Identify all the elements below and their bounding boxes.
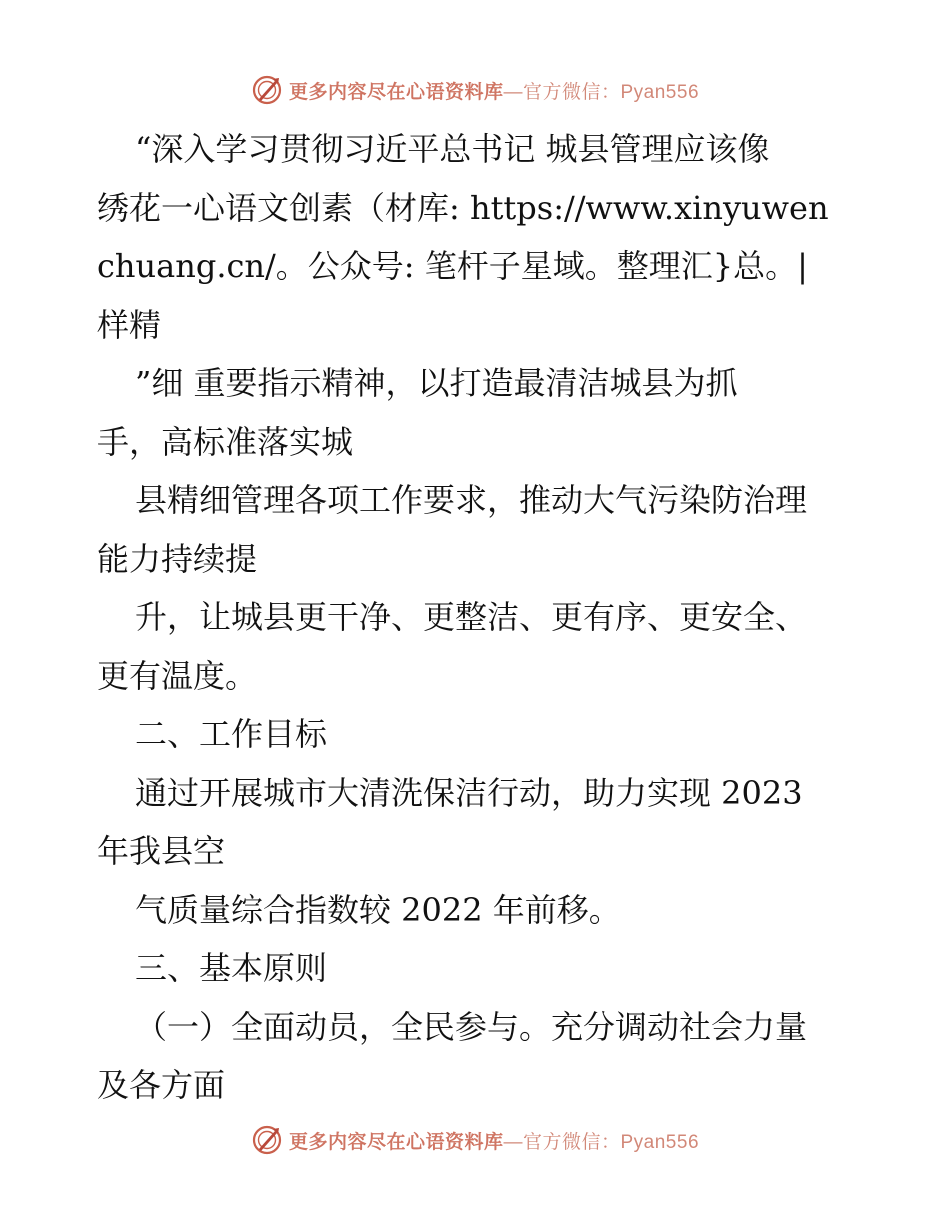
watermark-header bbox=[0, 70, 950, 110]
paragraph-line: chuang.cn/。公众号: 笔杆子星域。整理汇}总。| bbox=[97, 247, 808, 285]
paragraph-line: 能力持续提 bbox=[97, 539, 258, 578]
paragraph-line: 更有温度。 bbox=[97, 656, 258, 695]
watermark-wechat-id: Pyan556 bbox=[620, 81, 700, 103]
paragraph-line: ”细 重要指示精神，以打造最清洁城县为抓 bbox=[135, 364, 738, 402]
paragraph-line: “深入学习贯彻习近平总书记 城县管理应该像 bbox=[135, 130, 770, 168]
paragraph-line: 及各方面 bbox=[97, 1066, 226, 1104]
section-heading: 二、工作目标 bbox=[135, 715, 328, 753]
watermark-wechat-label: 官方微信： bbox=[522, 1131, 621, 1153]
watermark-dash: — bbox=[503, 81, 523, 103]
paragraph-line: 升，让城县更干净、更整洁、更有序、更安全、 bbox=[135, 598, 808, 636]
paragraph-line: （一）全面动员，全民参与。充分调动社会力量 bbox=[135, 1007, 808, 1046]
quill-pen-seal-icon bbox=[251, 74, 283, 106]
watermark-text bbox=[289, 1127, 699, 1154]
paragraph-line: 通过开展城市大清洗保洁行动，助力实现 2023 bbox=[135, 773, 803, 812]
watermark-text bbox=[289, 77, 699, 104]
watermark-wechat-id: Pyan556 bbox=[620, 1131, 700, 1153]
quill-pen-seal-icon bbox=[251, 1124, 283, 1156]
paragraph-line: 年我县空 bbox=[97, 832, 226, 870]
watermark-dash: — bbox=[503, 1131, 523, 1153]
watermark-footer bbox=[0, 1120, 950, 1160]
paragraph-line: 气质量综合指数较 2022 年前移。 bbox=[135, 890, 621, 929]
paragraph-line: 县精细管理各项工作要求，推动大气污染防治理 bbox=[135, 481, 808, 519]
watermark-main: 更多内容尽在心语资料库 bbox=[288, 1131, 504, 1153]
watermark-main: 更多内容尽在心语资料库 bbox=[288, 81, 504, 103]
paragraph-line: 样精 bbox=[97, 305, 162, 344]
watermark-wechat-label: 官方微信： bbox=[522, 81, 621, 103]
section-heading: 三、基本原则 bbox=[135, 949, 328, 987]
paragraph-line: 手，高标准落实城 bbox=[97, 422, 354, 461]
document-body bbox=[97, 120, 857, 1115]
paragraph-line: 绣花一心语文创素（材库: https://www.xinyuwen bbox=[97, 188, 829, 227]
